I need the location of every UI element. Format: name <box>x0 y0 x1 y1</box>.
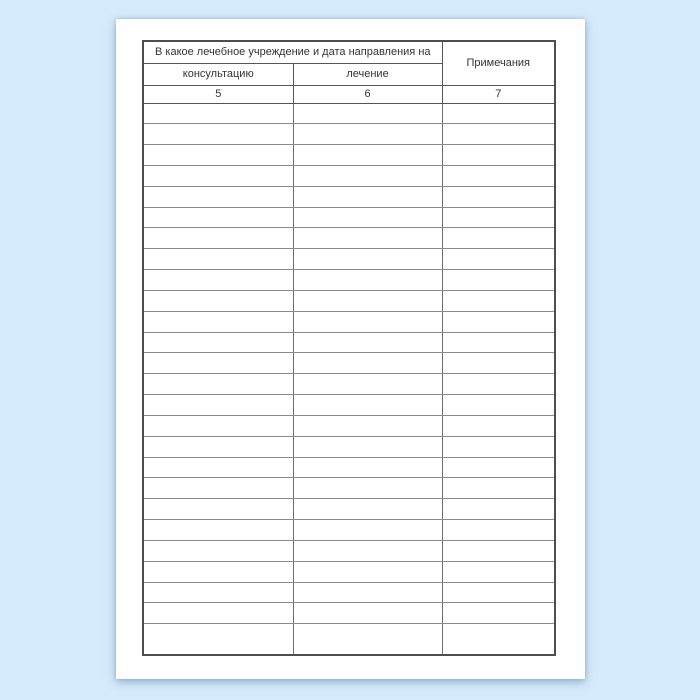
table-cell <box>293 103 442 124</box>
table-row <box>143 499 555 520</box>
table-cell <box>442 353 555 374</box>
table-cell <box>293 249 442 270</box>
table-cell <box>143 228 293 249</box>
table-cell <box>293 478 442 499</box>
table-cell <box>293 311 442 332</box>
table-cell <box>293 124 442 145</box>
table-cell <box>293 561 442 582</box>
table-body <box>143 103 555 655</box>
table-cell <box>143 290 293 311</box>
table-row <box>143 124 555 145</box>
table-cell <box>442 186 555 207</box>
table-cell <box>442 374 555 395</box>
table-cell <box>143 436 293 457</box>
table-cell <box>143 457 293 478</box>
table-cell <box>143 395 293 416</box>
table-cell <box>143 540 293 561</box>
table-cell <box>442 436 555 457</box>
table-cell <box>442 457 555 478</box>
table-row <box>143 478 555 499</box>
table-cell <box>442 207 555 228</box>
table-cell <box>293 374 442 395</box>
table-cell <box>442 145 555 166</box>
header-referral-title: В какое лечебное учреждение и дата направления на <box>143 41 442 63</box>
table-cell <box>442 395 555 416</box>
table-cell <box>293 582 442 603</box>
table-row <box>143 311 555 332</box>
table-cell <box>442 270 555 291</box>
table-cell <box>143 353 293 374</box>
table-cell <box>293 457 442 478</box>
table-cell <box>442 499 555 520</box>
header-consultation: консультацию <box>143 63 293 85</box>
table-row <box>143 207 555 228</box>
table-cell <box>143 145 293 166</box>
referral-table <box>142 40 556 656</box>
table-cell <box>293 207 442 228</box>
table-cell <box>143 249 293 270</box>
table-row <box>143 103 555 124</box>
table-cell <box>442 520 555 541</box>
table-cell <box>293 332 442 353</box>
table-cell <box>143 520 293 541</box>
table-cell <box>293 145 442 166</box>
table-cell <box>442 582 555 603</box>
table-row <box>143 415 555 436</box>
table-row <box>143 249 555 270</box>
table-cell <box>442 228 555 249</box>
table-cell <box>293 270 442 291</box>
table-row <box>143 165 555 186</box>
table-cell <box>143 311 293 332</box>
table-cell <box>143 124 293 145</box>
table-cell <box>293 186 442 207</box>
table-cell <box>442 603 555 624</box>
table-row <box>143 332 555 353</box>
table-cell <box>143 582 293 603</box>
table-cell <box>293 228 442 249</box>
table-row <box>143 603 555 624</box>
table-cell <box>442 103 555 124</box>
table-cell <box>293 603 442 624</box>
table-cell <box>143 415 293 436</box>
table-cell <box>143 499 293 520</box>
column-number-6: 6 <box>293 85 442 103</box>
table-row <box>143 561 555 582</box>
table-row <box>143 457 555 478</box>
table-cell <box>442 624 555 655</box>
table-cell <box>143 561 293 582</box>
table-cell <box>143 624 293 655</box>
header-treatment: лечение <box>293 63 442 85</box>
table-cell <box>143 103 293 124</box>
table-row <box>143 395 555 416</box>
table-cell <box>293 395 442 416</box>
table-cell <box>143 207 293 228</box>
table-cell <box>143 603 293 624</box>
table-cell <box>442 311 555 332</box>
table-row <box>143 374 555 395</box>
table-cell <box>143 270 293 291</box>
table-cell <box>442 290 555 311</box>
table-row <box>143 540 555 561</box>
table-row <box>143 186 555 207</box>
table-cell <box>143 478 293 499</box>
table-cell <box>293 624 442 655</box>
column-number-5: 5 <box>143 85 293 103</box>
table-row <box>143 520 555 541</box>
table-row <box>143 436 555 457</box>
table-row <box>143 270 555 291</box>
table-row <box>143 228 555 249</box>
table-cell <box>442 415 555 436</box>
table-cell <box>143 374 293 395</box>
table-cell <box>293 353 442 374</box>
table-cell <box>293 540 442 561</box>
table-cell <box>442 249 555 270</box>
table-cell <box>143 186 293 207</box>
table-cell <box>293 415 442 436</box>
table-row <box>143 145 555 166</box>
table-cell <box>143 165 293 186</box>
table-cell <box>293 165 442 186</box>
table-cell <box>442 540 555 561</box>
table-cell <box>442 332 555 353</box>
table-cell <box>442 561 555 582</box>
table-row <box>143 353 555 374</box>
table-cell <box>293 436 442 457</box>
table-row <box>143 290 555 311</box>
table-row <box>143 582 555 603</box>
table-cell <box>293 499 442 520</box>
table-cell <box>442 165 555 186</box>
column-number-7: 7 <box>442 85 555 103</box>
table-row <box>143 624 555 655</box>
table-cell <box>442 124 555 145</box>
header-notes: Примечания <box>442 41 555 85</box>
table-cell <box>442 478 555 499</box>
document-page <box>116 19 585 679</box>
table-cell <box>293 520 442 541</box>
table-cell <box>293 290 442 311</box>
table-cell <box>143 332 293 353</box>
